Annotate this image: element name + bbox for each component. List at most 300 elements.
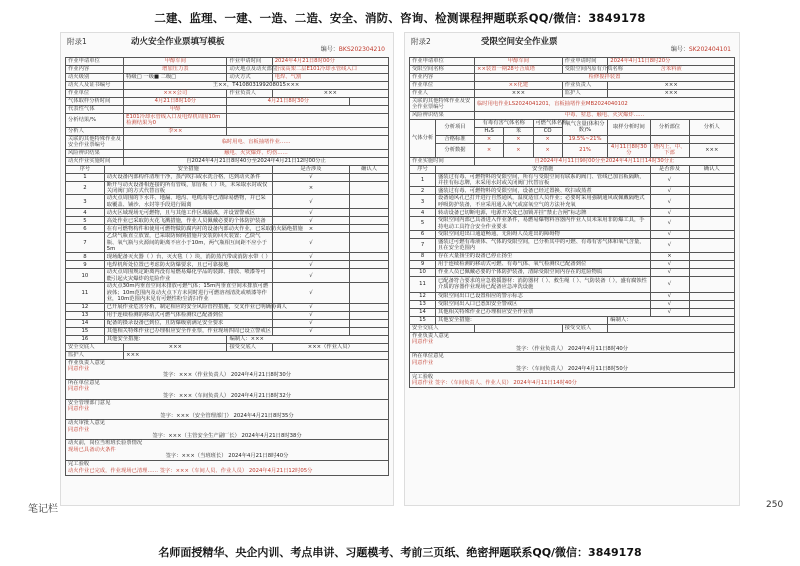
table-row [66, 181, 389, 195]
table-row [410, 252, 735, 260]
confined-space-form [409, 57, 735, 388]
involve-mark: √ [650, 260, 689, 268]
approval-block [66, 420, 389, 440]
involve-mark: √ [272, 173, 350, 181]
confirm-cell [689, 252, 735, 260]
form-row [410, 324, 735, 332]
row-number: 8 [410, 252, 436, 260]
measure-text: 存在大量扬尘的设备已停止扬尘 [436, 252, 651, 260]
field-label: 监护人 [562, 90, 608, 98]
confirm-cell [350, 253, 389, 261]
involve-mark: √ [650, 231, 689, 239]
field-label: 作业内容 [66, 66, 124, 74]
column-header: 确认人 [350, 165, 389, 173]
field-label: 受限空间内原有介质名称 [562, 66, 608, 74]
approval-signature: 签字：×××（作业负责人） 2024年4月21日8时30分 [162, 372, 292, 379]
field-value: 合成高架二层E101冷却水管线入口 [272, 66, 388, 74]
approval-opinion: 同意作业 [412, 359, 434, 366]
row-number: 12 [410, 292, 436, 300]
row-number: 10 [66, 269, 105, 283]
approval-row [410, 373, 735, 388]
involve-mark: √ [272, 327, 350, 335]
form-row [66, 74, 389, 82]
field-label: 动火人及证书编号 [66, 82, 124, 90]
field-label: 风险辨识结果 [410, 111, 475, 119]
gas-row-label: 合格标准 [436, 135, 475, 143]
approval-row [66, 460, 389, 475]
row-number: 12 [66, 303, 105, 311]
measure-text: 受限空间出口已设置相应的警示标志 [436, 292, 651, 300]
involve-mark: √ [650, 300, 689, 308]
measure-text: 断开与动火设备相连接的所有管线，加盲板（ ）块，未采取水封或仅关闭阀门的方式代替盲板 [104, 181, 272, 195]
table-row [410, 268, 735, 276]
confined-space-permit [404, 32, 740, 506]
involve-mark: √ [650, 239, 689, 253]
form-row [66, 343, 389, 351]
table-row [410, 300, 735, 308]
confirm-cell [689, 239, 735, 253]
confirm-cell [689, 231, 735, 239]
measure-text: 电焊机所处位置已考虑防火防爆要求，且已可靠接地 [104, 261, 272, 269]
table-row [66, 335, 389, 343]
confirm-cell [689, 260, 735, 268]
confirm-cell [350, 217, 389, 225]
measure-text: 在有可燃物构件和使用可燃物做防腐内衬的设备内部动火作业，已采取防火隔绝措施 [104, 225, 272, 233]
form-row [66, 58, 389, 66]
field-value: ××× [608, 82, 735, 90]
field-label: 作业人 [410, 90, 475, 98]
confirm-cell [350, 269, 389, 283]
table-header-row [66, 165, 389, 173]
involve-mark: √ [650, 217, 689, 231]
approval-block [66, 440, 389, 460]
gas-value: × [504, 143, 533, 157]
table-row [410, 316, 735, 324]
field-value: 临时用电、盲板抽堵作业…… [124, 135, 389, 149]
row-number: 14 [66, 319, 105, 327]
row-number: 7 [66, 233, 105, 253]
serial-number: 编号：BKS202304210 [320, 46, 385, 53]
gas-column-header: 有毒有害气体名称 [475, 119, 534, 127]
table-row [66, 233, 389, 253]
approval-label: 作业负责人意见 [412, 332, 450, 339]
form-row [410, 157, 735, 165]
footer-banner: 名师面授精华、央企内训、考点串讲、习题模考、考前三页纸、绝密押题联系QQ/微信：3849178 [158, 546, 642, 559]
form-row [66, 90, 389, 98]
field-value: ××× [124, 343, 227, 351]
table-row [410, 195, 735, 209]
row-number: 15 [66, 327, 105, 335]
gas-value: 4月11日8时30分 [608, 143, 650, 157]
form-row [66, 82, 389, 90]
field-value: 2024年4月11日8时20分 [608, 58, 735, 66]
field-label: 气体取样分析时间 [66, 98, 124, 106]
field-value: 自2024年4月21日8时40分至2024年4月21日12时00分止 [124, 157, 389, 165]
table-row [410, 187, 735, 195]
confirm-cell [350, 319, 389, 327]
row-number: 2 [410, 187, 436, 195]
row-number: 4 [410, 209, 436, 217]
field-value: 甲醇 [124, 106, 227, 114]
form-row [66, 135, 389, 149]
involve-mark: √ [272, 261, 350, 269]
measure-text: 用于连续检测的移动式可燃、有毒气体、氧气检测仪已配备到位 [436, 260, 651, 268]
table-row [410, 209, 735, 217]
involve-mark: √ [650, 268, 689, 276]
measure-text: 盛装过有毒、可燃物料的受限空间，设备已经过置换、吹扫或蒸煮 [436, 187, 651, 195]
measure-text: 动火点周围的下水井、地漏、地沟、电缆沟等已清除易燃物，并已采取覆盖、铺沙、水封等手段进行隔离 [104, 195, 272, 209]
row-number: 11 [410, 276, 436, 292]
measure-text: 动火设备内部构件清理干净，蒸汽吹扫或水洗合格，达到动火条件 [104, 173, 272, 181]
approval-signature: 签字：（作业负责人） 2024年4月11日8时40分 [515, 345, 629, 352]
field-label: 接受交底人 [227, 343, 272, 351]
approval-row [66, 399, 389, 419]
field-value: 甲醇车间 [475, 58, 563, 66]
table-row [66, 253, 389, 261]
form-row [66, 114, 389, 128]
involve-mark: √ [272, 319, 350, 327]
form-row [410, 98, 735, 112]
approval-block [66, 379, 389, 399]
involve-mark: √ [272, 195, 350, 209]
appendix-label: 附录1 [67, 37, 87, 46]
table-row [66, 173, 389, 181]
approval-row [66, 359, 389, 379]
field-value: 2024年4月21日8时00分 [272, 58, 388, 66]
row-number: 15 [410, 316, 436, 324]
measure-text: 设备通风孔已打开进行自然通风，温度适宜人员作业；必要时采用强制通风或佩戴隔绝式呼吸防护装备，不应采用通入氧气或富氧空气的方法补充氧 [436, 195, 651, 209]
measure-text: 乙炔气瓶直立放置，已采取防倾倒措施并安装防回火装置；乙炔气瓶、氧气瓶与火源间的距离不应小于10m，两气瓶相互间距不应小于5m [104, 233, 272, 253]
involve-mark: √ [272, 253, 350, 261]
field-value: E101冷却水管线入口及电焊机周围10m检测结果为0 [124, 114, 227, 128]
approval-opinion: 同意作业 [68, 386, 90, 393]
gas-value: × [533, 135, 562, 143]
involve-mark: √ [650, 292, 689, 300]
confirm-cell [689, 187, 735, 195]
field-value: ××装置一期28号合成塔 [475, 66, 563, 74]
serial-number: 编号：SK202404101 [670, 46, 731, 53]
table-row [66, 269, 389, 283]
table-row [410, 308, 735, 316]
field-label: 关联的其他特殊作业及安全作业票编号 [66, 135, 124, 149]
confirm-cell [350, 261, 389, 269]
row-number: 13 [66, 311, 105, 319]
confirm-cell [350, 303, 389, 311]
field-label: 作业申请单位 [66, 58, 124, 66]
approval-opinion: 同意作业 [412, 339, 434, 346]
involve-mark: × [272, 181, 350, 195]
measure-text: 盛装过有毒、可燃物料的受限空间，所有与受限空间有联系的阀门、管线已加盲板隔断，并挂有标志牌，未采用水封或关闭阀门代替盲板 [436, 173, 651, 187]
table-row [410, 292, 735, 300]
page-number: 250 [766, 500, 784, 510]
preparer: 编制人：××× [227, 335, 389, 343]
field-value: 王××，T410803199208015××× [124, 82, 389, 90]
row-number: 6 [410, 231, 436, 239]
measure-text: 其他相关特殊作业已办理相应安全作业票，作业现场四周已设立警戒区 [104, 327, 272, 335]
completion-label: 完工验收 [68, 461, 90, 468]
completion-text: 动火作业已完成，作业现场已清理…… 签字：×××（车间人员、作业人员） 2024年4月21日12时05分 [68, 467, 313, 474]
row-number: 7 [410, 239, 436, 253]
table-row [66, 261, 389, 269]
measure-text: 转动设备已切断电源，电源开关处已加锁并挂“禁止合闸”标志牌 [436, 209, 651, 217]
field-value: 李×× [124, 127, 227, 135]
gas-subheader: CO [533, 127, 562, 135]
row-number: 5 [410, 217, 436, 231]
approval-label: 所在单位意见 [412, 353, 444, 360]
approval-block [66, 399, 389, 419]
approval-opinion: 同意作业 [68, 365, 90, 372]
approval-block [66, 359, 389, 379]
involve-mark: √ [272, 217, 350, 225]
form-row [66, 157, 389, 165]
notes-column-label: 笔记栏 [28, 504, 58, 515]
column-header: 确认人 [689, 165, 735, 173]
gas-header-row [410, 119, 735, 127]
row-number: 3 [410, 195, 436, 209]
preparer: 编制人： [608, 316, 735, 324]
confirm-cell [350, 283, 389, 303]
field-label: 作业负责人 [562, 82, 608, 90]
row-number: 9 [66, 261, 105, 269]
permit-title: 受限空间安全作业票 [481, 37, 558, 47]
confirm-cell [350, 233, 389, 253]
field-value: ××化建 [475, 82, 563, 90]
field-value [227, 127, 389, 135]
column-header: 是否涉及 [650, 165, 689, 173]
field-label: 动火作业实施时间 [66, 157, 124, 165]
field-value: 4月21日8时10分 [124, 98, 227, 106]
field-label: 动火级别 [66, 74, 124, 82]
field-label: 作业申请时间 [562, 58, 608, 66]
approval-label: 动火前，岗位当班班长验票情况 [68, 440, 143, 447]
confirm-cell [689, 173, 735, 187]
table-row [66, 303, 389, 311]
field-value: 增加压力表 [124, 66, 227, 74]
approval-row [66, 420, 389, 440]
table-row [66, 311, 389, 319]
gas-value: × [475, 135, 504, 143]
approval-signature: 签字：×××（安全管理部门） 2024年4月21日8时35分 [160, 412, 294, 419]
field-value: 检修搅拌装置 [475, 74, 735, 82]
approval-row [410, 353, 735, 373]
measure-text: 现场配备灭火器（ ）台，灭火毯（ ）块，消防蒸汽带或消防水带（ ） [104, 253, 272, 261]
gas-value: 19.5%~21% [562, 135, 608, 143]
confirm-cell [689, 217, 735, 231]
approval-label: 所在单位意见 [68, 379, 100, 386]
measure-text: 受限空间出入口已悉知安全警戒区 [436, 300, 651, 308]
measure-text: 动火点30m内垂直空间未排放可燃气体；15m内垂直空间未排放可燃液体；10m范围内及动火点下方未同时进行可燃溶剂清洗或喷漆等作业，10m范围内未见有可燃性粉尘清扫作业 [104, 283, 272, 303]
table-row [410, 231, 735, 239]
field-value: ××× [124, 351, 389, 359]
table-header-row [410, 165, 735, 173]
field-value: 4月21日8时30分 [227, 98, 350, 106]
field-label: 作业负责人 [227, 90, 272, 98]
row-number: 8 [66, 253, 105, 261]
row-number: 1 [410, 173, 436, 187]
measure-text: 高处作业已采取防火花飞溅措施，作业人员佩戴必要的个体防护装备 [104, 217, 272, 225]
approval-label: 动火审批人意见 [68, 420, 106, 427]
involve-mark: √ [272, 311, 350, 319]
field-label: 作业单位 [66, 90, 124, 98]
approval-block [410, 353, 735, 373]
table-row [66, 217, 389, 225]
involve-mark: √ [272, 233, 350, 253]
row-number: 1 [66, 173, 105, 181]
form-row [66, 127, 389, 135]
gas-value: × [475, 143, 504, 157]
gas-column-header: 分析人 [689, 119, 735, 135]
appendix-label: 附录2 [411, 37, 431, 46]
gas-value: ××× [689, 143, 735, 157]
measure-text: 其他安全措施： [436, 316, 608, 324]
gas-column-header: 可燃气体名称 [533, 119, 562, 127]
measure-text: 配备的摄录设备已到位，且防爆级别满足安全要求 [104, 319, 272, 327]
table-row [410, 276, 735, 292]
field-value: ×××公司 [124, 90, 227, 98]
involve-mark: × [650, 252, 689, 260]
confirm-cell [689, 276, 735, 292]
confirm-cell [689, 308, 735, 316]
completion-label: 完工验收 [412, 373, 434, 380]
confirm-cell [689, 268, 735, 276]
involve-mark: √ [650, 187, 689, 195]
field-value: ×××（作业人员） [272, 343, 388, 351]
field-label: 动火方式 [227, 74, 272, 82]
table-row [66, 283, 389, 303]
field-value: 含苯料液 [608, 66, 735, 74]
field-label: 分析人 [66, 127, 124, 135]
gas-result-row [410, 143, 735, 157]
confirm-cell [350, 181, 389, 195]
involve-mark: √ [650, 195, 689, 209]
field-value: 电焊、气割 [272, 74, 388, 82]
field-label: 作业内容 [410, 74, 475, 82]
gas-column-header: 氧气含量(体积分数)% [562, 119, 608, 135]
involve-mark: √ [650, 209, 689, 217]
gas-value [608, 135, 650, 143]
row-number: 6 [66, 225, 105, 233]
row-number: 13 [410, 300, 436, 308]
column-header: 序号 [410, 165, 436, 173]
table-row [410, 260, 735, 268]
involve-mark: √ [272, 269, 350, 283]
row-number: 3 [66, 195, 105, 209]
approval-signature: 签字：×××（车间负责人） 2024年4月21日8时32分 [162, 392, 292, 399]
gas-standard-row [410, 135, 735, 143]
confirm-cell [350, 173, 389, 181]
form-row [410, 90, 735, 98]
table-row [66, 195, 389, 209]
field-label: 代表性气体 [66, 106, 124, 114]
field-value [227, 114, 389, 128]
approval-signature: 签字：（车间负责人） 2024年4月11日8时50分 [515, 365, 629, 372]
confirm-cell [350, 195, 389, 209]
field-label: 接受交底人 [562, 324, 608, 332]
approval-opinion: 同意作业 [68, 406, 90, 413]
measure-text: 其他安全措施： [104, 335, 227, 343]
table-row [66, 319, 389, 327]
form-row [410, 66, 735, 74]
field-value [350, 98, 389, 106]
column-header: 安全措施 [436, 165, 651, 173]
table-row [410, 239, 735, 253]
hot-work-form [65, 57, 389, 476]
field-label: 作业申请单位 [410, 58, 475, 66]
form-row [66, 351, 389, 359]
involve-mark: √ [272, 303, 350, 311]
measure-text: 动火点周围规定距离内没有易燃易爆化学品的装卸、排放、喷漆等可能引起火灾爆炸的危险作业 [104, 269, 272, 283]
gas-value [689, 135, 735, 143]
row-number: 10 [410, 268, 436, 276]
gas-row-label: 分析数据 [436, 143, 475, 157]
field-label: 安全交底人 [410, 324, 475, 332]
approval-label: 安全管理部门意见 [68, 399, 111, 406]
form-row [410, 58, 735, 66]
confirm-cell [689, 300, 735, 308]
gas-value: 21% [562, 143, 608, 157]
gas-value: × [533, 143, 562, 157]
approval-block [410, 332, 735, 352]
table-row [410, 173, 735, 187]
row-number: 16 [66, 335, 105, 343]
field-value: 触电、火灾爆炸、灼伤…… [124, 149, 389, 157]
column-header: 安全措施 [104, 165, 272, 173]
involve-mark: √ [650, 276, 689, 292]
field-label: 风险辨识结果 [66, 149, 124, 157]
form-row [410, 82, 735, 90]
approval-signature: 签字：×××（当班班长） 2024年4月21日8时40分 [165, 453, 289, 460]
field-label: 作业实施时间 [410, 157, 475, 165]
approval-row [66, 440, 389, 460]
header-banner: 二建、监理、一建、一造、二造、安全、消防、咨询、检测课程押题联系QQ/微信：3849178 [154, 11, 646, 25]
approval-row [410, 332, 735, 352]
field-value: 自2024年4月11日9时00分至2024年4月11日14时30分止 [475, 157, 735, 165]
table-row [410, 217, 735, 231]
measure-text: 受限空间进出口通道畅通，无阻碍人员进出的障碍物 [436, 231, 651, 239]
hot-work-permit [60, 32, 394, 506]
row-number: 4 [66, 209, 105, 217]
column-header: 是否涉及 [272, 165, 350, 173]
approval-signature: 签字：×××（主管安全生产副厂长） 2024年4月21日8时38分 [152, 432, 302, 439]
confirm-cell [689, 209, 735, 217]
measure-text: 盛装过可燃有毒液体、气体的受限空间，已分析其中的可燃、有毒有害气体和氧气含量，且在安全范围内 [436, 239, 651, 253]
field-value: 特级□ 一级■ 二级□ [124, 74, 227, 82]
measure-text: 作业人员已佩戴必要的个体防护装备，清除受限空间内存在的危险物质 [436, 268, 651, 276]
involve-mark: √ [650, 173, 689, 187]
gas-section-label: 气体分析 [410, 119, 436, 157]
gas-subheader: H₂S [475, 127, 504, 135]
approval-row [66, 379, 389, 399]
form-row [66, 149, 389, 157]
row-number: 2 [66, 181, 105, 195]
measure-text: 动火区域现场无可燃物，且与其他工作区域隔离，并设置警戒区 [104, 209, 272, 217]
table-row [66, 209, 389, 217]
involve-mark: √ [272, 209, 350, 217]
completion-block [66, 460, 389, 475]
approval-label: 作业负责人意见 [68, 359, 106, 366]
field-value [608, 324, 735, 332]
field-value: ××× [272, 90, 388, 98]
field-value [227, 106, 389, 114]
confirm-cell [689, 292, 735, 300]
field-value [475, 324, 563, 332]
field-label: 分析结果/% [66, 114, 124, 128]
form-row [66, 66, 389, 74]
measure-text: 已配备符合要求的应急救援器材：消防器材（ ）、救生绳（ ）、气防装备（ ），盛有腐蚀性介质的容器作业现场已配备应急冲洗设施 [436, 276, 651, 292]
gas-column-header: 取样分析时间 [608, 119, 650, 135]
completion-block [410, 373, 735, 388]
permit-title: 动火安全作业票填写模板 [131, 37, 225, 47]
